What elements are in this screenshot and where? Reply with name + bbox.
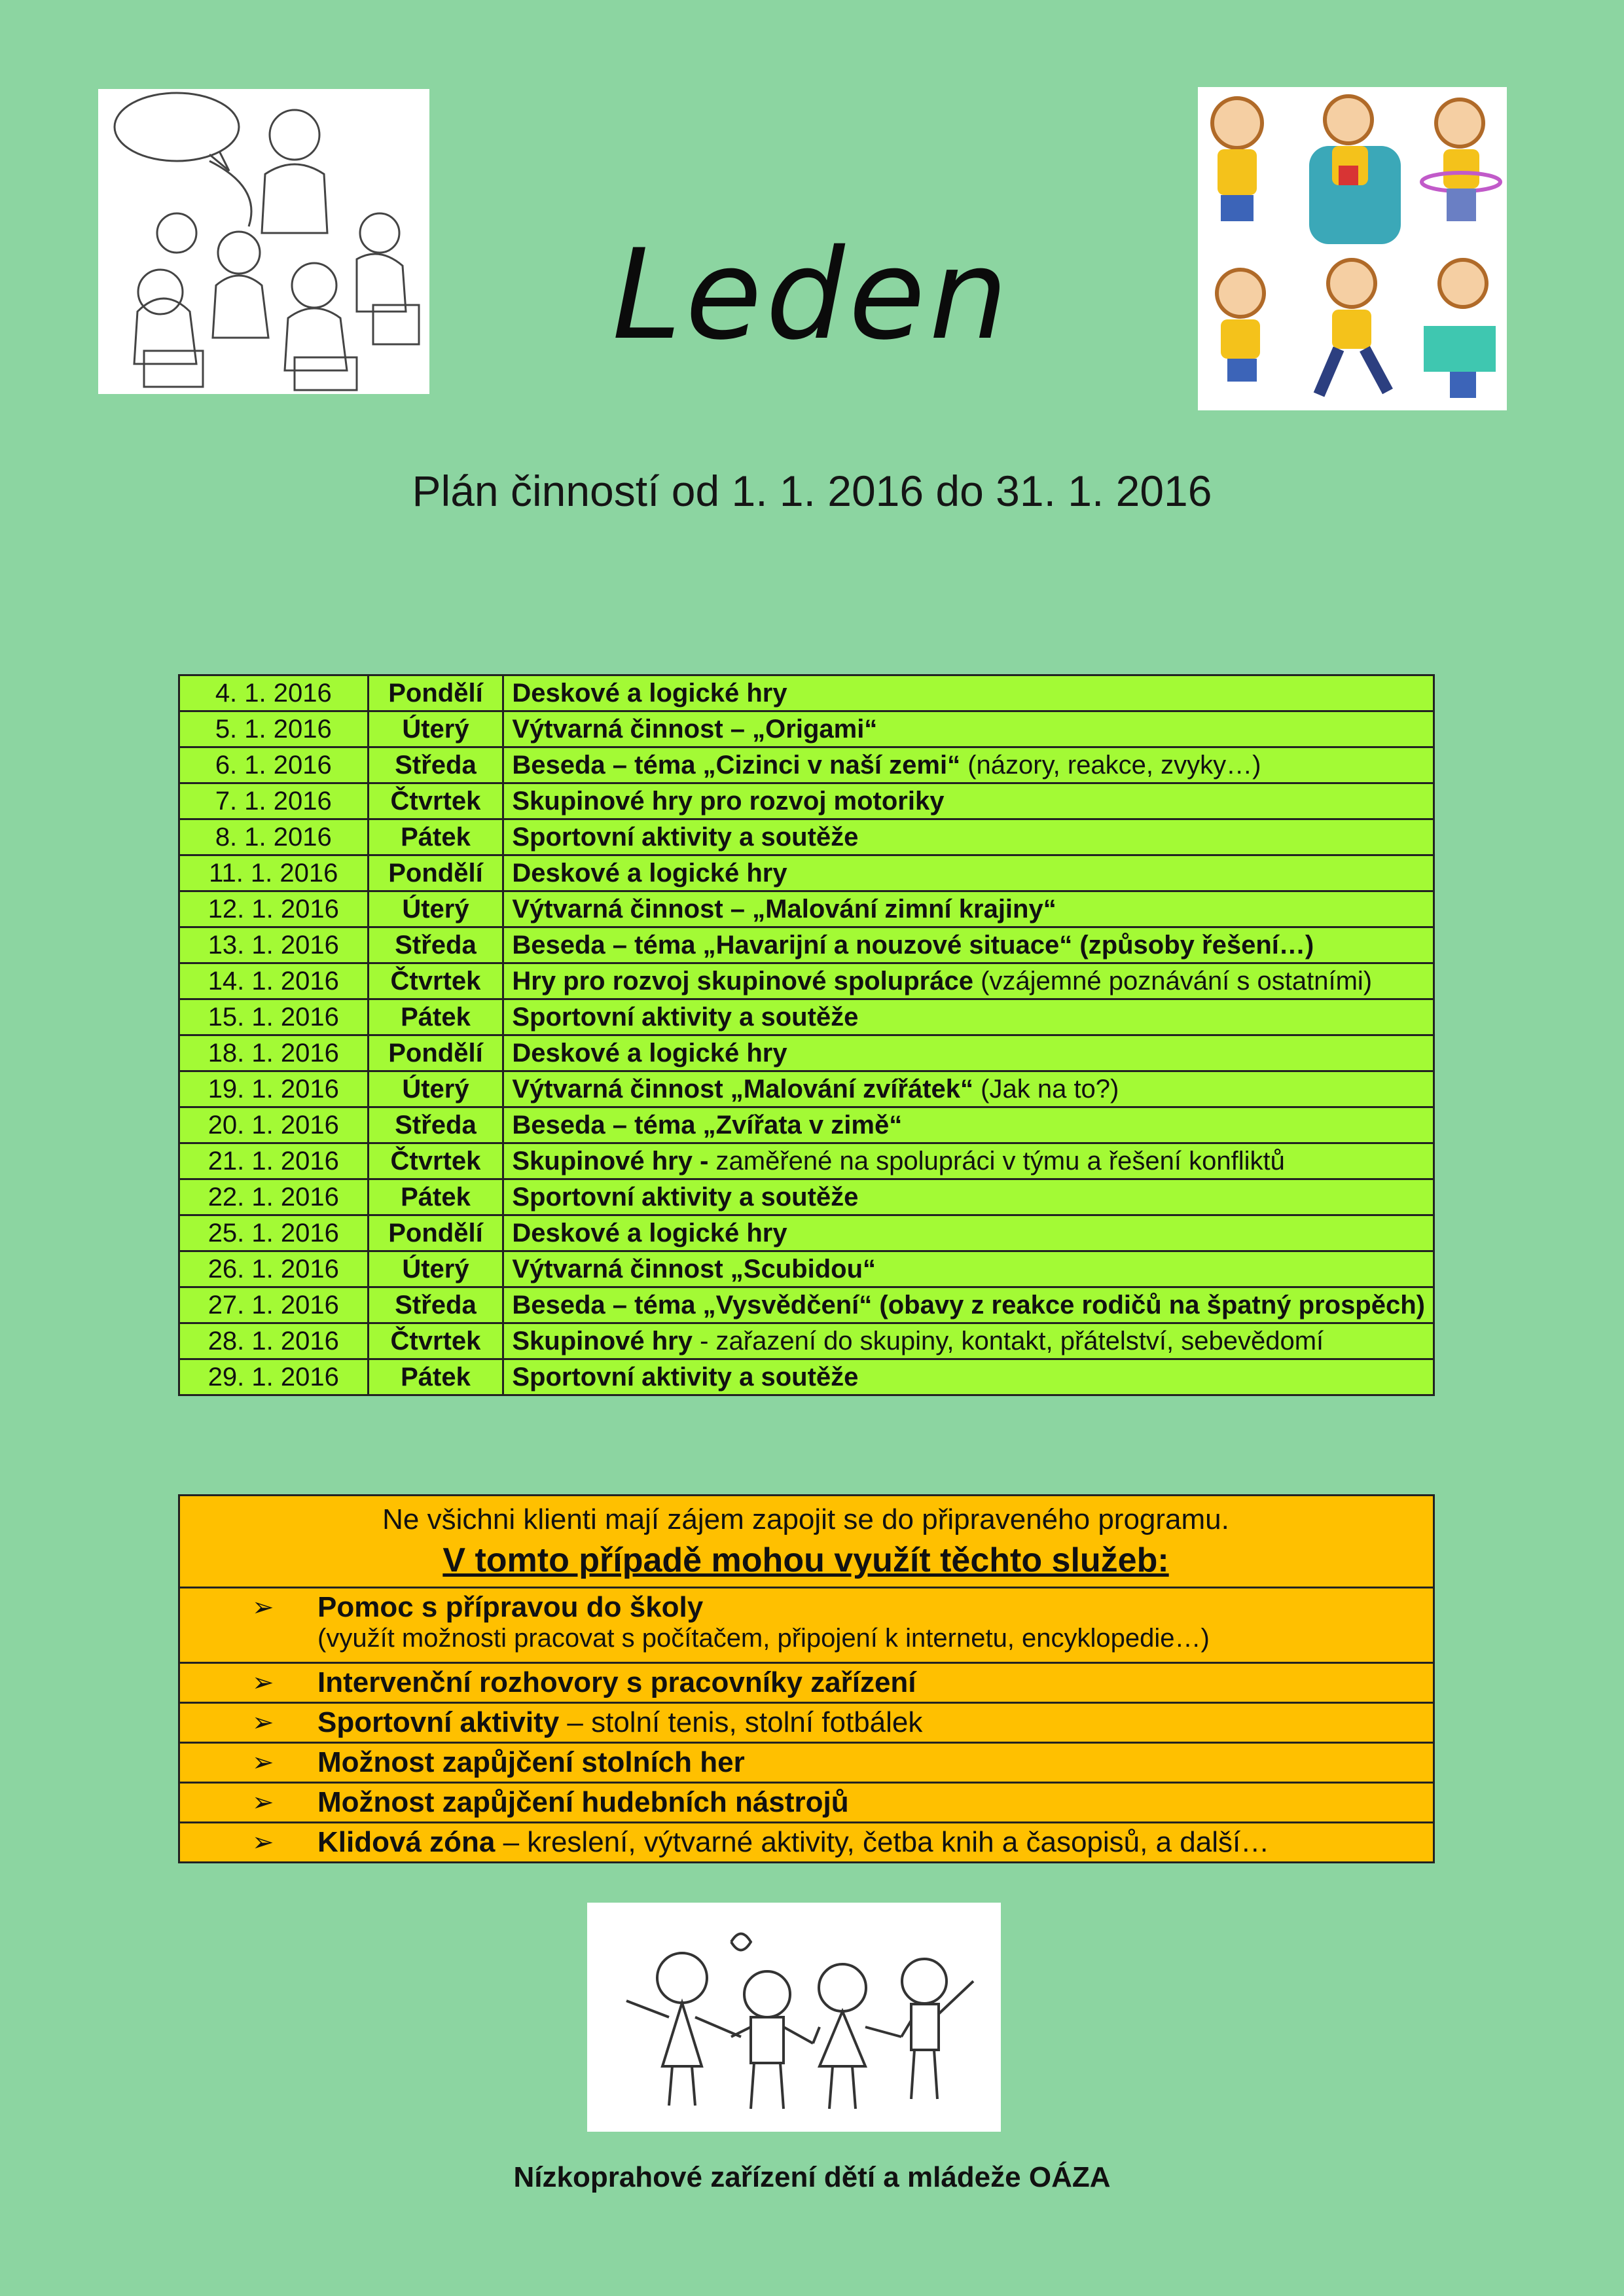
schedule-activity: Hry pro rozvoj skupinové spolupráce xyxy=(512,967,973,996)
schedule-row xyxy=(179,963,1434,999)
service-item xyxy=(187,1704,1425,1742)
service-item xyxy=(187,1744,1425,1782)
service-item xyxy=(187,1664,1425,1702)
schedule-day: Středa xyxy=(368,1287,503,1323)
schedule-day: Pondělí xyxy=(368,1215,503,1251)
schedule-date: 29. 1. 2016 xyxy=(179,1359,369,1395)
schedule-row xyxy=(179,927,1434,963)
schedule-activity: Beseda – téma „Havarijní a nouzové situace“ (způsoby řešení…) xyxy=(512,931,1314,960)
schedule-activity: Beseda – téma „Zvířata v zimě“ xyxy=(512,1111,903,1139)
schedule-day: Pátek xyxy=(368,819,503,855)
schedule-day: Pátek xyxy=(368,999,503,1035)
schedule-day: Čtvrtek xyxy=(368,1143,503,1179)
schedule-day: Pátek xyxy=(368,1359,503,1395)
schedule-day: Čtvrtek xyxy=(368,963,503,999)
schedule-day: Úterý xyxy=(368,1071,503,1107)
schedule-activity-cell xyxy=(503,1035,1434,1071)
schedule-date: 4. 1. 2016 xyxy=(179,675,369,711)
schedule-activity: Skupinové hry pro rozvoj motoriky xyxy=(512,787,945,816)
schedule-activity-cell xyxy=(503,1251,1434,1287)
schedule-date: 26. 1. 2016 xyxy=(179,1251,369,1287)
service-row xyxy=(179,1663,1434,1703)
service-title: Možnost zapůjčení hudebních nástrojů xyxy=(317,1786,849,1818)
schedule-day: Pátek xyxy=(368,1179,503,1215)
schedule-row xyxy=(179,711,1434,747)
schedule-row xyxy=(179,1179,1434,1215)
schedule-row xyxy=(179,855,1434,891)
schedule-activity: Deskové a logické hry xyxy=(512,1039,787,1067)
schedule-day: Pondělí xyxy=(368,1035,503,1071)
services-heading: V tomto případě mohou využít těchto služeb: xyxy=(442,1541,1169,1579)
schedule-row xyxy=(179,1359,1434,1395)
schedule-date: 12. 1. 2016 xyxy=(179,891,369,927)
schedule-activity: Sportovní aktivity a soutěže xyxy=(512,1003,859,1031)
schedule-day: Čtvrtek xyxy=(368,1323,503,1359)
schedule-row xyxy=(179,1143,1434,1179)
schedule-activity-cell xyxy=(503,1107,1434,1143)
schedule-row xyxy=(179,1071,1434,1107)
service-subtext: (využít možnosti pracovat s počítačem, připojení k internetu, encyklopedie…) xyxy=(317,1624,1210,1653)
schedule-activity-cell xyxy=(503,1287,1434,1323)
schedule-row xyxy=(179,999,1434,1035)
arrow-bullet-icon: ➢ xyxy=(252,1668,274,1697)
schedule-date: 20. 1. 2016 xyxy=(179,1107,369,1143)
schedule-activity: Beseda – téma „Vysvědčení“ (obavy z reakce rodičů na špatný prospěch) xyxy=(512,1291,1425,1319)
page-title: Leden xyxy=(612,223,1012,367)
service-detail: – stolní tenis, stolní fotbálek xyxy=(559,1706,923,1738)
schedule-activity-cell xyxy=(503,819,1434,855)
schedule-activity: Sportovní aktivity a soutěže xyxy=(512,823,859,852)
schedule-activity-cell xyxy=(503,891,1434,927)
schedule-day: Pondělí xyxy=(368,855,503,891)
service-title: Možnost zapůjčení stolních her xyxy=(317,1746,745,1778)
services-intro-row xyxy=(179,1496,1434,1588)
schedule-activity-note: zaměřené na spolupráci v týmu a řešení konfliktů xyxy=(715,1147,1285,1175)
schedule-activity: Výtvarná činnost „Malování zvířátek“ xyxy=(512,1075,974,1103)
arrow-bullet-icon: ➢ xyxy=(252,1828,274,1857)
schedule-date: 25. 1. 2016 xyxy=(179,1215,369,1251)
service-row xyxy=(179,1703,1434,1743)
services-table xyxy=(178,1494,1435,1863)
schedule-activity-note: (názory, reakce, zvyky…) xyxy=(960,751,1261,780)
schedule-activity-cell xyxy=(503,1143,1434,1179)
schedule-row xyxy=(179,675,1434,711)
schedule-activity-note: (vzájemné poznávání s ostatními) xyxy=(973,967,1373,996)
services-intro: Ne všichni klienti mají zájem zapojit se do připraveného programu. xyxy=(382,1503,1229,1535)
service-item xyxy=(187,1784,1425,1821)
schedule-date: 28. 1. 2016 xyxy=(179,1323,369,1359)
service-title: Klidová zóna xyxy=(317,1826,496,1858)
schedule-activity: Sportovní aktivity a soutěže xyxy=(512,1183,859,1211)
schedule-activity-cell xyxy=(503,1179,1434,1215)
schedule-row xyxy=(179,1215,1434,1251)
schedule-date: 22. 1. 2016 xyxy=(179,1179,369,1215)
schedule-date: 5. 1. 2016 xyxy=(179,711,369,747)
schedule-day: Čtvrtek xyxy=(368,783,503,819)
service-row xyxy=(179,1783,1434,1823)
service-row xyxy=(179,1588,1434,1663)
service-row xyxy=(179,1823,1434,1863)
schedule-day: Úterý xyxy=(368,1251,503,1287)
schedule-date: 15. 1. 2016 xyxy=(179,999,369,1035)
schedule-activity-cell xyxy=(503,927,1434,963)
schedule-activity: Výtvarná činnost „Scubidou“ xyxy=(512,1255,876,1283)
schedule-day: Středa xyxy=(368,1107,503,1143)
schedule-day: Úterý xyxy=(368,891,503,927)
schedule-date: 27. 1. 2016 xyxy=(179,1287,369,1323)
schedule-activity: Deskové a logické hry xyxy=(512,1219,787,1247)
service-title: Intervenční rozhovory s pracovníky zařízení xyxy=(317,1666,916,1698)
service-row xyxy=(179,1743,1434,1783)
schedule-table xyxy=(178,674,1435,1396)
service-item xyxy=(187,1588,1425,1662)
arrow-bullet-icon: ➢ xyxy=(252,1748,274,1777)
schedule-date: 8. 1. 2016 xyxy=(179,819,369,855)
schedule-day: Středa xyxy=(368,747,503,783)
schedule-activity: Výtvarná činnost – „Origami“ xyxy=(512,715,878,744)
schedule-activity: Beseda – téma „Cizinci v naší zemi“ xyxy=(512,751,961,780)
schedule-row xyxy=(179,1287,1434,1323)
schedule-row xyxy=(179,1251,1434,1287)
schedule-activity: Deskové a logické hry xyxy=(512,679,787,708)
schedule-activity: Skupinové hry xyxy=(512,1327,693,1355)
schedule-activity: Výtvarná činnost – „Malování zimní krajiny“ xyxy=(512,895,1056,924)
schedule-activity-cell xyxy=(503,1071,1434,1107)
schedule-row xyxy=(179,747,1434,783)
service-detail: – kreslení, výtvarné aktivity, četba knih a časopisů, a další… xyxy=(495,1826,1270,1858)
arrow-bullet-icon: ➢ xyxy=(252,1593,274,1622)
schedule-date: 18. 1. 2016 xyxy=(179,1035,369,1071)
schedule-activity-cell xyxy=(503,711,1434,747)
schedule-activity-cell xyxy=(503,963,1434,999)
schedule-activity-cell xyxy=(503,783,1434,819)
schedule-row xyxy=(179,783,1434,819)
schedule-date: 6. 1. 2016 xyxy=(179,747,369,783)
schedule-row xyxy=(179,1107,1434,1143)
schedule-date: 21. 1. 2016 xyxy=(179,1143,369,1179)
schedule-activity-cell xyxy=(503,1359,1434,1395)
schedule-activity: Skupinové hry - xyxy=(512,1147,716,1175)
schedule-date: 11. 1. 2016 xyxy=(179,855,369,891)
children-holding-hands-illustration xyxy=(587,1903,1001,2132)
schedule-activity-note: (Jak na to?) xyxy=(973,1075,1119,1103)
schedule-date: 13. 1. 2016 xyxy=(179,927,369,963)
schedule-date: 19. 1. 2016 xyxy=(179,1071,369,1107)
schedule-activity-cell xyxy=(503,855,1434,891)
schedule-day: Středa xyxy=(368,927,503,963)
schedule-activity: Sportovní aktivity a soutěže xyxy=(512,1363,859,1391)
organization-footer: Nízkoprahové zařízení dětí a mládeže OÁZA xyxy=(513,2161,1111,2193)
schedule-day: Úterý xyxy=(368,711,503,747)
children-holding-hands-drawing xyxy=(587,1903,1001,2132)
schedule-activity-cell xyxy=(503,675,1434,711)
page-subtitle: Plán činností od 1. 1. 2016 do 31. 1. 2016 xyxy=(412,467,1212,515)
arrow-bullet-icon: ➢ xyxy=(252,1788,274,1817)
schedule-date: 7. 1. 2016 xyxy=(179,783,369,819)
schedule-activity: Deskové a logické hry xyxy=(512,859,787,888)
schedule-activity-cell xyxy=(503,1215,1434,1251)
service-item xyxy=(187,1823,1425,1861)
service-title: Pomoc s přípravou do školy xyxy=(317,1591,704,1623)
schedule-body xyxy=(179,675,1434,1395)
schedule-activity-cell xyxy=(503,1323,1434,1359)
services-list xyxy=(179,1588,1434,1863)
schedule-row xyxy=(179,1323,1434,1359)
service-title: Sportovní aktivity xyxy=(317,1706,560,1738)
schedule-activity-cell xyxy=(503,747,1434,783)
schedule-activity-note: - zařazení do skupiny, kontakt, přátelství, sebevědomí xyxy=(692,1327,1324,1355)
schedule-day: Pondělí xyxy=(368,675,503,711)
schedule-activity-cell xyxy=(503,999,1434,1035)
schedule-row xyxy=(179,819,1434,855)
schedule-row xyxy=(179,1035,1434,1071)
arrow-bullet-icon: ➢ xyxy=(252,1708,274,1737)
schedule-date: 14. 1. 2016 xyxy=(179,963,369,999)
schedule-row xyxy=(179,891,1434,927)
